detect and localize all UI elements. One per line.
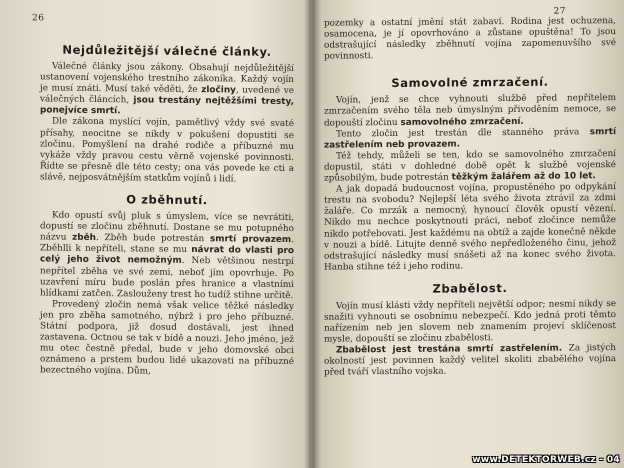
paragraph: Provedený zločin nemá však velice těžké následky jen pro zběha samotného, nýbrž i pro jeho příbuzné. Státní podpora, již dosud dostávali, jest ihned zastavena. Octnou se tak v bídě a nouzi. Jeho jméno, jež mu otec čestně předal, bude v jeho domovské obci oznámeno a prstem budou lidé ukazovati na příbuzné bezectného vojína. Dům, [40,299,294,377]
page-number: 27 [553,6,566,17]
paragraph: Válečné články jsou zákony. Obsahují nejdůležitější ustanovení vojenského trestního zákoníka. Každý vojín je musí znáti. Musí také věděti, že zločiny, uvedené ve válečných článcích, jsou trestány nejtěžšími tresty, ponejvíce smrtí. [40,61,294,117]
emphasis-text: zločiny [201,85,236,96]
emphasis-text: smrtí zastřelením neb provazem. [324,126,616,151]
paragraph: Zbabělost jest trestána smrtí zastřelením. Za jistých okolností jest povinnen každý velitel skoliti zbabělého vojína před tváří vlastního vojska. [324,343,617,379]
right-page [314,0,624,468]
emphasis-text: těžkým žalářem až do 10 let. [451,171,596,183]
watermark-text: www.DETEKTORWEB.cz - 04 [472,455,620,465]
emphasis-text: Zbabělost jest trestána smrtí zastřelením. [336,343,563,356]
emphasis-text: návrat do vlasti pro celý jeho život nemožným [40,245,294,267]
page-number: 26 [32,13,45,24]
paragraph: Dle zákona myslící vojín, pamětlivý vždy své svaté přísahy, neocitne se nikdy v pokušení dopustiti se zločinu. Pomyšlení na drahé rodiče a příbuzné mu vykáže vždy pravou cestu věrně vojenské povinnosti. Řídte se přesně dle této cesty; ona vás povede ke cti a slávě, nejposvátnějším statkům vojínů i lidí. [40,117,294,185]
paragraph: Též tehdy, můželi se ten, kdo se samovolného zmrzačení dopustil, státi v dohledné době opět k službě vojenské způsobilým, bude potrestán těžkým žalářem až do 10 let. [324,148,616,184]
paragraph: Tento zločin jest trestán dle stanného práva smrtí zastřelením neb provazem. [324,126,616,151]
paragraph: pozemky a ostatní jmění stát zabaví. Rodina jest ochuzena, osamocena, je jí opovrhováno a zůstane opuštěna! To jsou odstrašující následky zběhnutí vojína zapomenuvšího své povinnosti. [324,16,616,62]
paragraph: Vojín, jenž se chce vyhnouti službě před nepřítelem zmrzačením svého těla neb úmyslným přivoděním nemoce, se dopouští zločinu samovolného zmrzačení. [324,93,616,129]
section-heading: Samovolné zmrzačení. [391,75,549,91]
emphasis-text: zběh [72,232,96,244]
emphasis-text: smrtí provazem [209,234,292,246]
left-page [0,0,308,468]
section-heading: Zbabělost. [432,280,508,296]
paragraph: A jak dopadá budoucnost vojína, propustěného po odpykání trestu na svobodu? Nejlepší léta svého života ztrávil za zdmi žaláře. Co mrzák a nemocný, hynoucí člověk opustí vězení. Nikdo mu nechce poskytnouti práci, neboť zločince nemůže nikdo potřebovati. Jest každému na obtíž a zajde konečně někde v nouzi a bídě. Litujte denně svého nepředloženého činu, jehož odstrašující následky musí snášeti až na konec svého života. Hanba stihne též i jeho rodinu. [324,182,616,273]
section-heading: Nejdůležitější válečné články. [62,42,272,59]
paragraph: Vojín musí klásti vždy nepříteli největší odpor; nesmí nikdy se snažiti vyhnouti se osobnímu nebezpečí. Kdo jedná proti těmto nařízením neb jen slovem neb znamením projeví sklíčenost mysle, dopouští se zločinu zbabělosti. [324,298,616,345]
emphasis-text: jsou trestány nejtěžšími tresty, ponejvíce smrtí. [40,95,294,117]
paragraph: Kdo opustí svůj pluk s úmyslem, více se nevrátiti, dopustí se zločinu zběhnutí. Dostane se mu potupného názvu zběh. Zběh bude potrestán smrtí provazem. Zběhlli k nepříteli, stane se mu návrat do vlasti pro celý jeho život nemožným. Neb většinou nestrpí nepřítel zběha ve své zemi, neboť jím opovrhuje. Po uzavření míru bude poslán přes hranice a vlastními hlídkami zatčen. Zaslouženy trest ho tudíž stihne určitě. [40,210,295,301]
emphasis-text: samovolného zmrzačení. [400,116,524,128]
section-heading: O zběhnutí. [126,192,208,208]
